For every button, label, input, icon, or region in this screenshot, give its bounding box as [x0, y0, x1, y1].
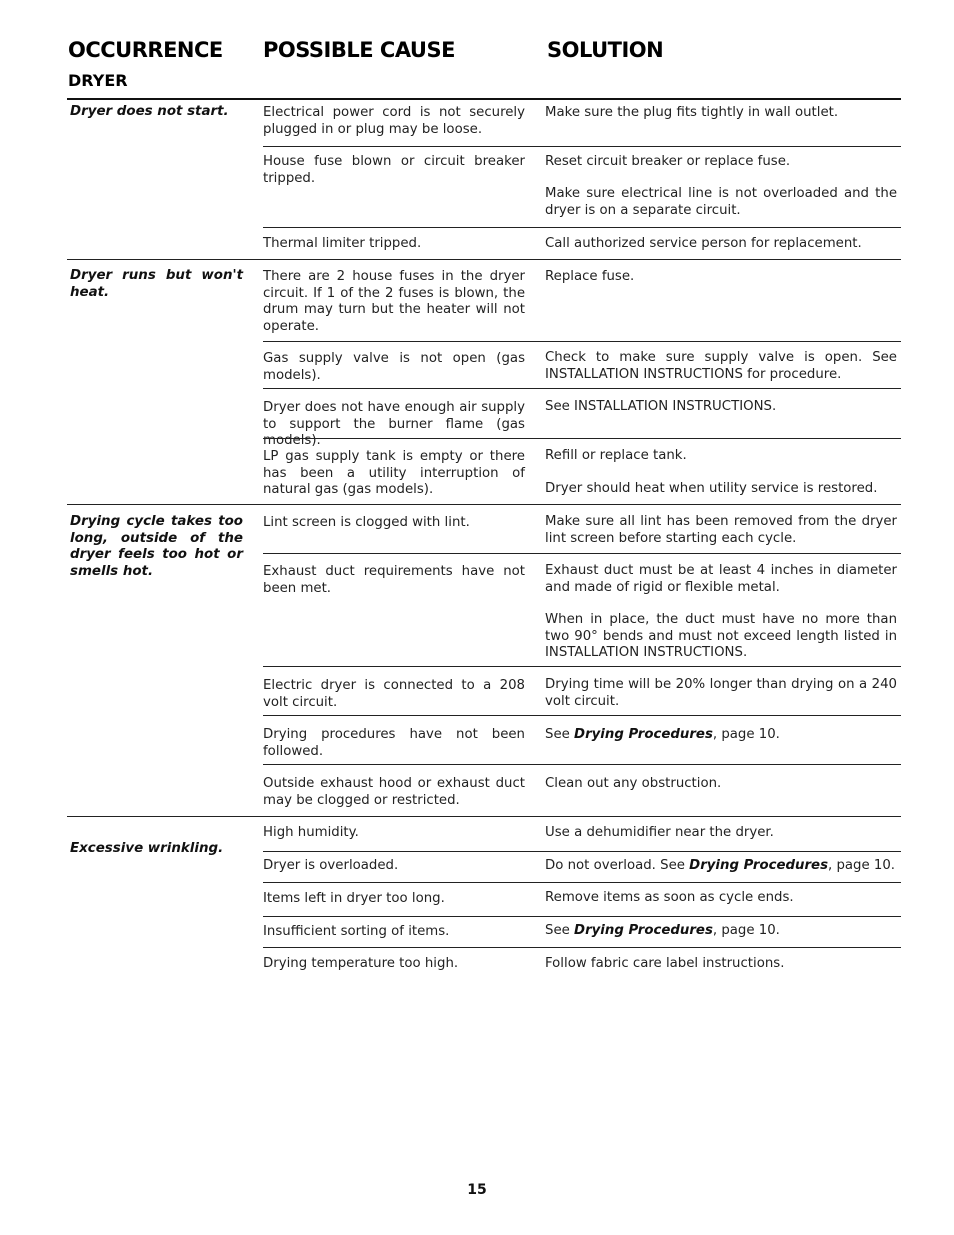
solution-text-prefix: See: [545, 923, 575, 938]
solution-text: Make sure all lint has been removed from the dryer lint screen before starting each cycle.: [545, 514, 897, 546]
solution-text: When in place, the duct must have no more than two 90° bends and must not exceed length listed in INSTALLATION INSTRUCTIONS.: [545, 612, 897, 661]
solution-text: Refill or replace tank.: [545, 448, 687, 463]
group-divider: [67, 259, 901, 260]
solution-text: Dryer should heat when utility service is restored.: [545, 481, 878, 496]
cause-text: Items left in dryer too long.: [263, 891, 445, 906]
solution-text-suffix: , page 10.: [712, 923, 780, 938]
solution-text: Use a dehumidifier near the dryer.: [545, 825, 774, 840]
solution-text: Replace fuse.: [545, 269, 635, 284]
cause-text: Dryer is overloaded.: [263, 858, 399, 873]
solution-text: Exhaust duct must be at least 4 inches in diameter and made of rigid or flexible metal.: [545, 563, 897, 595]
cause-text: Gas supply valve is not open (gas models).: [263, 351, 525, 383]
solution-text: Make sure electrical line is not overloaded and the dryer is on a separate circuit.: [545, 186, 897, 218]
occurrence-label: Excessive wrinkling.: [70, 841, 224, 856]
row-divider: [263, 851, 901, 852]
occurrence-label: Drying cycle takes too long, outside of the dryer feels too hot or smells hot.: [70, 514, 243, 579]
cause-text: Drying temperature too high.: [263, 956, 459, 971]
cause-text: Dryer does not have enough air supply to support the burner flame (gas models).: [263, 400, 525, 449]
solution-text: Call authorized service person for replacement.: [545, 236, 862, 251]
page-number: 15: [467, 1182, 487, 1198]
possible-cause-header: POSSIBLE CAUSE: [263, 38, 455, 62]
cause-text: Electric dryer is connected to a 208 volt circuit.: [263, 678, 525, 710]
cause-text: Outside exhaust hood or exhaust duct may be clogged or restricted.: [263, 776, 525, 808]
solution-text: Drying time will be 20% longer than drying on a 240 volt circuit.: [545, 677, 897, 709]
solution-header: SOLUTION: [547, 38, 664, 62]
occurrence-label: Dryer does not start.: [70, 104, 229, 119]
cause-text: LP gas supply tank is empty or there has been a utility interruption of natural gas (gas models).: [263, 449, 525, 498]
row-divider: [263, 947, 901, 948]
cause-text: Drying procedures have not been followed.: [263, 727, 525, 759]
row-divider: [263, 666, 901, 667]
row-divider: [263, 341, 901, 342]
solution-text-suffix: , page 10.: [828, 858, 896, 873]
procedure-reference: Drying Procedures: [574, 727, 713, 742]
solution-text-prefix: See: [545, 727, 575, 742]
cause-text: High humidity.: [263, 825, 359, 840]
solution-text: Clean out any obstruction.: [545, 776, 722, 791]
occurrence-header: OCCURRENCE: [68, 38, 223, 62]
group-divider: [67, 816, 901, 817]
solution-text: Follow fabric care label instructions.: [545, 956, 785, 971]
cause-text: Electrical power cord is not securely plugged in or plug may be loose.: [263, 105, 525, 137]
row-divider: [263, 916, 901, 917]
occurrence-label: Dryer runs but won't heat.: [70, 268, 243, 300]
group-divider: [67, 504, 901, 505]
solution-text: [545, 858, 897, 875]
solution-text: Remove items as soon as cycle ends.: [545, 890, 794, 905]
solution-text: [545, 923, 897, 940]
solution-text: Check to make sure supply valve is open. See INSTALLATION INSTRUCTIONS for procedure.: [545, 350, 897, 382]
solution-text: Make sure the plug fits tightly in wall outlet.: [545, 105, 839, 120]
cause-text: There are 2 house fuses in the dryer circuit. If 1 of the 2 fuses is blown, the drum may turn but the heater will not operate.: [263, 269, 525, 335]
row-divider: [263, 146, 901, 147]
row-divider: [263, 388, 901, 389]
solution-text: [545, 727, 897, 744]
row-divider: [263, 882, 901, 883]
solution-text: Reset circuit breaker or replace fuse.: [545, 154, 791, 169]
row-divider: [263, 764, 901, 765]
cause-text: House fuse blown or circuit breaker tripped.: [263, 154, 525, 186]
procedure-reference: Drying Procedures: [574, 923, 713, 938]
solution-text-prefix: Do not overload. See: [545, 858, 690, 873]
solution-text-suffix: , page 10.: [712, 727, 780, 742]
cause-text: Insufficient sorting of items.: [263, 924, 450, 939]
procedure-reference: Drying Procedures: [689, 858, 828, 873]
row-divider: [263, 715, 901, 716]
cause-text: Lint screen is clogged with lint.: [263, 515, 470, 530]
section-title: DRYER: [68, 71, 128, 90]
row-divider: [263, 227, 901, 228]
table-top-rule: [67, 98, 901, 100]
cause-text: Exhaust duct requirements have not been met.: [263, 564, 525, 596]
solution-text: See INSTALLATION INSTRUCTIONS.: [545, 399, 777, 414]
cause-text: Thermal limiter tripped.: [263, 236, 422, 251]
row-divider: [263, 553, 901, 554]
